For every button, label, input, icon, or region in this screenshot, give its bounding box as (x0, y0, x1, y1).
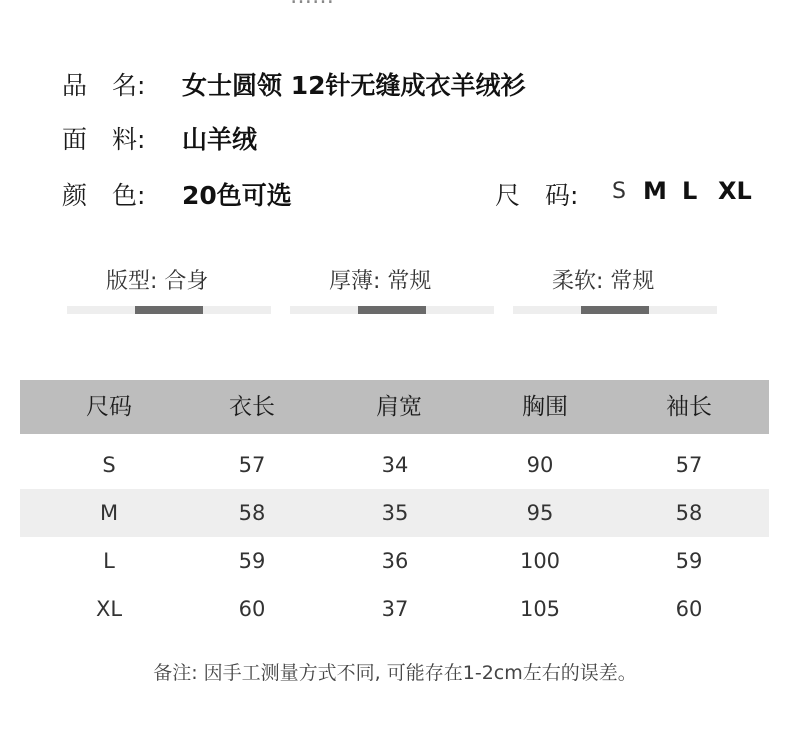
product-name-label: 品 名: (62, 71, 146, 100)
cell-chest: 90 (526, 453, 554, 477)
table-row (20, 585, 769, 633)
softness-scale (513, 306, 717, 314)
product-name-value: 女士圆领 12针无缝成衣羊绒衫 (182, 71, 526, 100)
header-size: 尺码 (86, 394, 132, 420)
header-shoulder: 肩宽 (376, 394, 422, 420)
fit-indicator (135, 306, 203, 314)
color-value: 20色可选 (182, 181, 292, 210)
cell-length: 57 (238, 453, 266, 477)
fit-label: 版型: 合身 (106, 269, 209, 294)
cell-sleeve: 60 (675, 597, 703, 621)
cell-size: M (99, 501, 119, 525)
thickness-scale (290, 306, 494, 314)
table-row (20, 537, 769, 585)
cell-chest: 100 (519, 549, 561, 573)
cell-length: 59 (238, 549, 266, 573)
cell-length: 60 (238, 597, 266, 621)
cell-chest: 105 (519, 597, 561, 621)
softness-indicator (581, 306, 649, 314)
thickness-label: 厚薄: 常规 (329, 269, 432, 294)
cell-chest: 95 (526, 501, 554, 525)
cell-sleeve: 59 (675, 549, 703, 573)
header-sleeve: 袖长 (666, 394, 712, 420)
table-row (20, 489, 769, 537)
cell-shoulder: 37 (381, 597, 409, 621)
size-table (20, 380, 769, 633)
size-label: 尺 码: (495, 181, 579, 210)
material-value: 山羊绒 (182, 125, 258, 154)
material-label: 面 料: (62, 125, 146, 154)
size-option-l: L (682, 177, 698, 205)
cell-shoulder: 36 (381, 549, 409, 573)
header-length: 衣长 (229, 394, 275, 420)
cell-size: XL (95, 597, 123, 621)
cell-size: L (103, 549, 115, 573)
measurement-note: 备注: 因手工测量方式不同, 可能存在1-2cm左右的误差。 (153, 662, 637, 684)
table-row (20, 441, 769, 489)
table-header (20, 380, 769, 434)
cell-sleeve: 57 (675, 453, 703, 477)
header-chest: 胸围 (522, 394, 568, 420)
cell-shoulder: 34 (381, 453, 409, 477)
size-option-s: S (612, 179, 626, 204)
size-option-xl: XL (718, 177, 752, 205)
cell-shoulder: 35 (381, 501, 409, 525)
fit-scale (67, 306, 271, 314)
cell-size: S (102, 453, 116, 477)
cell-sleeve: 58 (675, 501, 703, 525)
softness-label: 柔软: 常规 (552, 269, 655, 294)
cell-length: 58 (238, 501, 266, 525)
thickness-indicator (358, 306, 426, 314)
color-label: 颜 色: (62, 181, 146, 210)
cut-off-heading (290, 0, 334, 9)
size-option-m: M (643, 177, 667, 205)
